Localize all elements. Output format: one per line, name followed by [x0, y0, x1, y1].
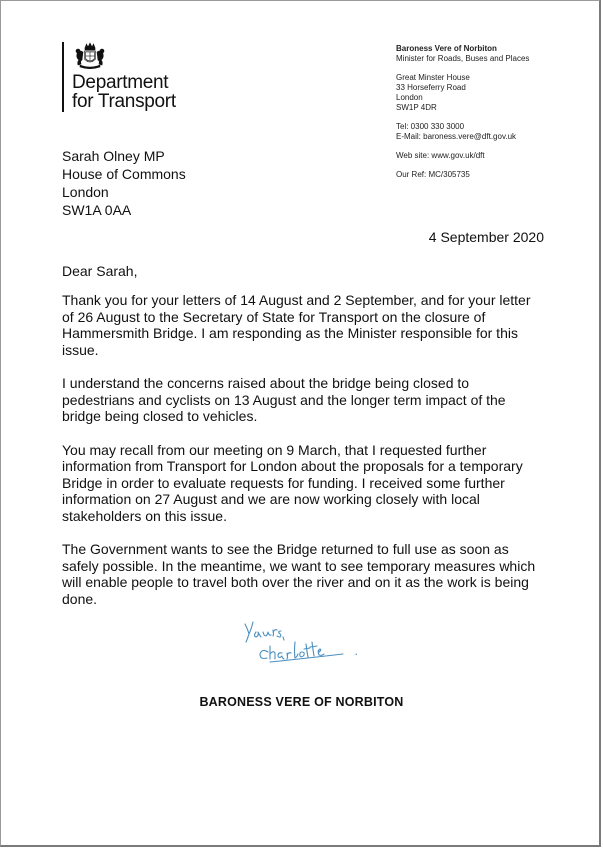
sender-tel: Tel: 0300 330 3000 — [396, 122, 465, 131]
letter-body — [62, 292, 544, 624]
sender-role: Minister for Roads, Buses and Places — [396, 54, 530, 63]
department-logo — [62, 40, 192, 116]
body-paragraph: Thank you for your letters of 14 August and 2 September, and for your letter of 26 August to the Secretary of State for Transport on the closure of Hammersmith Bridge. I am responding as the Minister responsible for this issue. — [62, 292, 531, 358]
sender-address-line: Great Minster House — [396, 73, 470, 82]
sender-reference: Our Ref: MC/305735 — [396, 170, 470, 179]
signatory-name: BARONESS VERE OF NORBITON — [199, 695, 404, 709]
salutation: Dear Sarah, — [62, 263, 138, 279]
sender-email: E-Mail: baroness.vere@dft.gov.uk — [396, 132, 517, 141]
body-paragraph: You may recall from our meeting on 9 March, that I requested further information from Transport for London about the proposals for a temporary Bridge in order to evaluate requests for funding. I received some further information on 27 August and we are now working closely with local stakeholders on this issue. — [62, 441, 523, 524]
logo-rule — [62, 42, 64, 112]
sender-name: Baroness Vere of Norbiton — [396, 44, 497, 53]
handwritten-signature — [240, 614, 370, 674]
department-name-line2: for Transport — [72, 91, 176, 112]
royal-crest-icon — [70, 40, 110, 70]
recipient-line: SW1A 0AA — [62, 202, 132, 218]
sender-address-line: London — [396, 93, 423, 102]
letter-date: 4 September 2020 — [428, 229, 544, 245]
department-name-line1: Department — [72, 72, 169, 93]
recipient-line: House of Commons — [62, 166, 186, 182]
sender-address-line: SW1P 4DR — [396, 103, 437, 112]
recipient-line: London — [62, 184, 109, 200]
department-name — [72, 73, 176, 111]
recipient-line: Sarah Olney MP — [62, 148, 165, 164]
sender-address-line: 33 Horseferry Road — [396, 83, 466, 92]
sender-website: Web site: www.gov.uk/dft — [396, 151, 485, 160]
body-paragraph: I understand the concerns raised about the bridge being closed to pedestrians and cyclists on 13 August and the longer term impact of the bridge being closed to vehicles. — [62, 375, 506, 424]
body-paragraph: The Government wants to see the Bridge returned to full use as soon as safely possible. In the meantime, we want to see temporary measures which will enable people to travel both over the river and on it as the work is being done. — [62, 541, 536, 607]
sender-block — [396, 44, 596, 180]
recipient-address — [62, 147, 186, 219]
